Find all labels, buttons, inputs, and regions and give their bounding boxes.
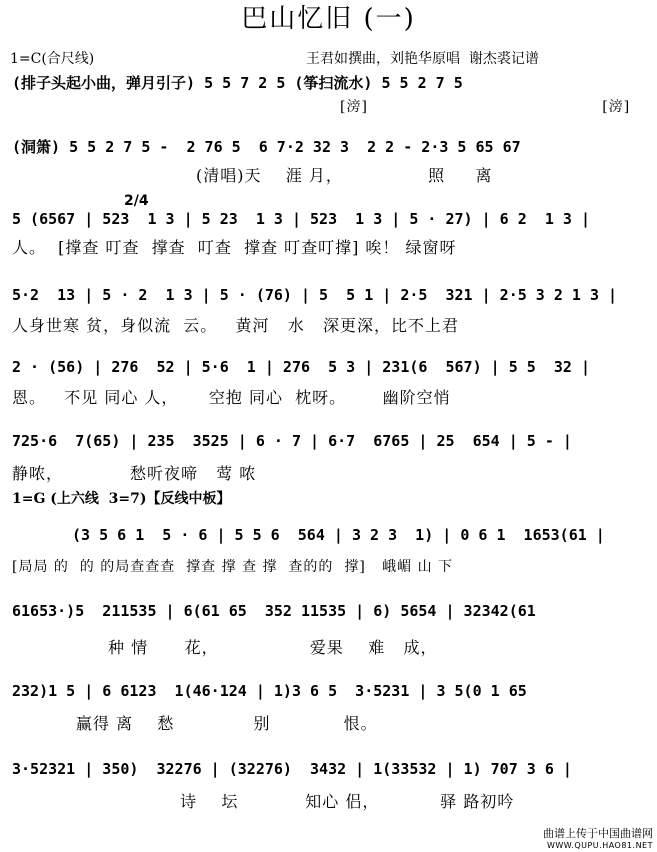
score-row-4-notes: 5·2 13 | 5 · 2 1 3 | 5 · (76) | 5 5 1 | 2·5 321 | 2·5 3 2 1 3 | <box>12 286 618 304</box>
score-row-9-lyrics: 赢得 离 愁 别 恨。 <box>76 714 378 733</box>
score-row-10-notes: 3·52321 | 350) 32276 | (32276) 3432 | 1(33532 | 1) 707 3 6 | <box>12 760 572 778</box>
score-row-2-lyrics: (清唱)天 涯 月， 照 离 <box>196 166 493 185</box>
score-row-5-notes: 2 · (56) | 276 52 | 5·6 1 | 276 5 3 | 231(6 567) | 5 5 32 | <box>12 358 590 376</box>
score-row-3-lyrics: 人。 [撑查 叮查 撑查 叮查 撑查 叮查叮撑] 唉！ 绿窗呀 <box>12 238 457 257</box>
score-row-6-lyrics: 静哝， 愁听夜啼 莺 哝 <box>12 464 257 483</box>
score-row-7-lyrics: [局局 的 的 的局查查查 撑查 撑 查 撑 查的的 撑] 峨嵋 山 下 <box>12 559 454 575</box>
key-signature-2: 1=G (上六线 3=7)【反线中板】 <box>12 491 231 507</box>
score-row-7-notes: (3 5 6 1 5 · 6 | 5 5 6 564 | 3 2 3 1) | 0 6 1 1653(61 | <box>72 526 605 544</box>
watermark: 曲谱上传于中国曲谱网 <box>543 827 653 840</box>
score-row-8-notes: 61653·)5 211535 | 6(61 65 352 11535 | 6) 5654 | 32342(61 <box>12 602 536 620</box>
score-row-8-lyrics: 种 情 花， 爱果 难 成， <box>108 638 438 657</box>
score-row-2-notes: (洞箫) 5 5 2 7 5 - 2 76 5 6 7·2 32 3 2 2 - 2·3 5 65 67 <box>12 138 521 156</box>
score-row-1-notes: (排子头起小曲，弹月引子) 5 5 7 2 5 (筝扫流水) 5 5 2 7 5 <box>12 74 463 92</box>
watermark-url: WWW.QUPU.HAO81.NET <box>546 841 653 850</box>
time-signature: 2/4 <box>124 193 149 209</box>
score-row-4-lyrics: 人身世寒 贫，身似流 云。 黄河 水 深更深，比不上君 <box>12 316 460 335</box>
score-row-3-notes: 5 (6567 | 523 1 3 | 5 23 1 3 | 523 1 3 | 5 · 27) | 6 2 1 3 | <box>12 210 590 228</box>
key-signature-1: 1=C(合尺线) <box>10 51 95 67</box>
score-row-10-lyrics: 诗 坛 知心 侣， 驿 路初吟 <box>180 792 515 811</box>
page-title: 巴山忆旧 (一) <box>241 4 416 34</box>
score-row-1-lyrics: [滂] [滂] <box>340 99 631 115</box>
score-row-6-notes: 725·6 7(65) | 235 3525 | 6 · 7 | 6·7 6765 | 25 654 | 5 - | <box>12 432 572 450</box>
score-row-5-lyrics: 恩。 不见 同心 人， 空抱 同心 枕呀。 幽阶空悄 <box>12 388 451 407</box>
score-row-9-notes: 232)1 5 | 6 6123 1(46·124 | 1)3 6 5 3·5231 | 3 5(0 1 65 <box>12 682 527 700</box>
credits: 王君如撰曲，刘艳华原唱 谢杰裘记谱 <box>306 51 539 67</box>
